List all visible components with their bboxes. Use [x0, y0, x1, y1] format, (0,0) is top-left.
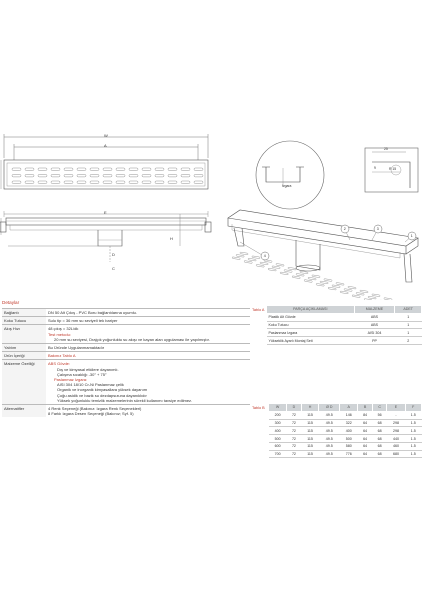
table-b-cell: 700: [269, 450, 287, 458]
table-b-cell: 56: [372, 411, 387, 419]
table-b-cell: 72: [287, 435, 302, 443]
iso-grate-slot: [276, 263, 284, 266]
callout-label-4: 4: [263, 253, 266, 258]
grate-slot: [25, 181, 34, 183]
side-view-outlet: [98, 230, 122, 246]
callout-label-1: 1: [410, 233, 413, 238]
iso-grate-slot: [268, 268, 276, 271]
iso-grate-slot: [332, 285, 340, 288]
table-b: [268, 403, 422, 458]
grate-slot: [181, 168, 190, 170]
side-view-channel: [6, 218, 206, 225]
grate-slot: [116, 175, 125, 177]
table-a-row: [267, 321, 422, 329]
grate-slot: [168, 168, 177, 170]
table-a-cell: AISI 304: [354, 329, 395, 337]
table-b-row: [269, 435, 422, 443]
table-b-cell: 1.5: [405, 442, 421, 450]
table-b-cell: 1.5: [405, 411, 421, 419]
grate-slot: [12, 175, 21, 177]
iso-grate-slot: [300, 271, 308, 274]
table-b-cell: 72: [287, 419, 302, 427]
specifications-title: Detaylar: [2, 300, 20, 305]
grate-slot: [38, 181, 47, 183]
table-a-cell: 1: [395, 313, 422, 321]
table-b-cell: 72: [287, 442, 302, 450]
iso-grate-slot: [340, 291, 348, 294]
grate-slot: [64, 181, 73, 183]
iso-grate-slot: [292, 276, 300, 279]
iso-grate-slot: [336, 282, 344, 285]
table-a-row: [267, 329, 422, 337]
iso-grate-slot: [252, 256, 260, 259]
iso-grate-slot: [344, 289, 352, 292]
table-b-cell: 72: [287, 450, 302, 458]
dimension-label-h: H: [170, 236, 173, 241]
table-a-cell: ABS: [354, 313, 395, 321]
table-b-cell: 776: [340, 450, 358, 458]
grate-slot: [38, 175, 47, 177]
grate-slot: [90, 168, 99, 170]
grate-slot: [155, 175, 164, 177]
iso-grate-slot: [296, 273, 304, 276]
table-a-header: PARÇA AÇIKLAMASI: [267, 306, 355, 314]
table-b-header: A: [340, 404, 358, 412]
table-b-cell: 1.5: [405, 435, 421, 443]
table-b-cell: 200: [269, 411, 287, 419]
spec-value: [46, 405, 250, 418]
iso-grate-slot: [280, 272, 288, 275]
spec-value: [46, 344, 250, 352]
table-b-cell: 115: [301, 419, 319, 427]
spec-value-line: Çalışma sıcaklığı -30° + 75°: [57, 371, 107, 377]
grate-slot: [142, 168, 151, 170]
dimension-label-a: A: [104, 143, 107, 148]
table-b-cell: 400: [340, 427, 358, 435]
grate-slot: [51, 168, 60, 170]
table-b-cell: 64: [358, 419, 373, 427]
iso-grate-slot: [288, 267, 296, 270]
table-b-cell: 64: [358, 427, 373, 435]
spec-row: [2, 405, 250, 418]
table-b-cell: 68: [372, 435, 387, 443]
table-a: [266, 305, 422, 345]
table-b-cell: 115: [301, 450, 319, 458]
spec-key: Akış Hızı: [2, 325, 46, 344]
table-b-cell: 49.5: [319, 427, 340, 435]
table-b-cell: 146: [340, 411, 358, 419]
spec-value: [46, 325, 250, 344]
grate-slot: [142, 181, 151, 183]
table-b-cell: 115: [301, 427, 319, 435]
table-a-cell: Koku Tutucu: [267, 321, 355, 329]
table-b-row: [269, 419, 422, 427]
table-b-cell: 84: [358, 411, 373, 419]
detail-view: [256, 141, 324, 209]
table-a-cell: Yükseklik Ayarlı Montaj Seti: [267, 337, 355, 345]
grate-slot: [51, 181, 60, 183]
table-b-cell: 440: [387, 435, 405, 443]
table-b-cell: 64: [358, 435, 373, 443]
grate-slot: [155, 181, 164, 183]
grate-slot: [181, 175, 190, 177]
table-b-cell: 580: [340, 442, 358, 450]
grate-slot: [116, 181, 125, 183]
table-b-cell: 49.5: [319, 442, 340, 450]
grate-slot: [168, 175, 177, 177]
detail-dim-top: 25: [384, 147, 388, 151]
table-b-header: B: [358, 404, 373, 412]
grate-slot: [64, 168, 73, 170]
grate-slot: [103, 168, 112, 170]
spec-value: [46, 309, 250, 317]
table-a-label: Tablo A: [252, 308, 265, 312]
grate-slot: [90, 181, 99, 183]
table-a-header: MALZEME: [354, 306, 395, 314]
table-b-cell: 72: [287, 427, 302, 435]
side-view: [0, 211, 211, 262]
table-b-cell: 322: [340, 419, 358, 427]
spec-value-line: Bakınız Tablo A: [48, 353, 76, 359]
table-b-cell: 49.5: [319, 435, 340, 443]
dimension-label-c: C: [112, 266, 115, 271]
dimension-label-e: E: [104, 210, 107, 215]
grate-slot: [194, 168, 203, 170]
table-a-cell: Paslanmaz Izgara: [267, 329, 355, 337]
grate-slot: [168, 181, 177, 183]
spec-value-line: Dış ve kimyasal etkilere dayanımlı.: [57, 366, 119, 372]
spec-value-line: Paslanmaz Izgara:: [54, 377, 88, 383]
table-b-cell: 115: [301, 435, 319, 443]
spec-value-line: AISI 304 18/10 Cr-Ni Paslanmaz çelik: [57, 382, 124, 388]
table-a-row: [267, 313, 422, 321]
iso-grate-slot: [308, 277, 316, 280]
iso-grate-slot: [352, 295, 360, 298]
iso-grate-slot: [316, 283, 324, 286]
iso-grate-slot: [244, 261, 252, 264]
table-b-cell: 64: [358, 442, 373, 450]
spec-value: [46, 317, 250, 325]
spec-value-line: 4 Renk Seçeneği (Bakınız: Izgara Renk Seçenekleri): [48, 406, 142, 412]
spec-key: Ürün İçeriği: [2, 352, 46, 360]
grate-slot: [142, 175, 151, 177]
table-b-cell: 1.5: [405, 450, 421, 458]
spec-value: [46, 360, 250, 405]
table-b-header: D: [287, 404, 302, 412]
iso-grate-slot: [260, 262, 268, 265]
spec-value-line: Test metodu:: [48, 331, 71, 337]
table-b-header: E: [387, 404, 405, 412]
table-b-header: F: [405, 404, 421, 412]
iso-grate-slot: [240, 252, 248, 255]
spec-row: [2, 325, 250, 344]
table-b-cell: 72: [287, 411, 302, 419]
table-b-cell: 600: [269, 442, 287, 450]
top-view-grate-slots: [12, 168, 203, 183]
detail-label: Izgara: [282, 184, 292, 188]
iso-grate-slot: [328, 287, 336, 290]
spec-row: [2, 309, 250, 317]
table-b-cell: 460: [387, 442, 405, 450]
iso-grate-top: [228, 210, 418, 246]
grate-slot: [90, 175, 99, 177]
grate-slot: [129, 181, 138, 183]
isometric-view: [228, 210, 418, 282]
table-b-header: W: [269, 404, 287, 412]
spec-value-line: 48 çıkış = 32L/dk: [48, 326, 79, 332]
spec-value-line: Bu Üründe Uygulanmamaktadır: [48, 345, 105, 351]
table-b-cell: 68: [372, 450, 387, 458]
table-b-row: [269, 442, 422, 450]
grate-slot: [129, 168, 138, 170]
table-a-cell: 1: [395, 321, 422, 329]
table-a-cell: ABS: [354, 321, 395, 329]
table-b-header: H: [301, 404, 319, 412]
grate-slot: [77, 168, 86, 170]
grate-slot: [51, 175, 60, 177]
iso-grate-slot: [256, 264, 264, 267]
callout-label-2: 2: [343, 226, 346, 231]
grate-slot: [12, 181, 21, 183]
spec-key: Bağlantı: [2, 309, 46, 317]
spec-value: [46, 352, 250, 360]
iso-grate-slot: [368, 296, 376, 299]
spec-key: Yalıtım: [2, 344, 46, 352]
iso-grate-slot: [248, 258, 256, 261]
spec-row: [2, 344, 250, 352]
table-a-cell: 1: [395, 329, 422, 337]
iso-grate-slot: [324, 279, 332, 282]
table-b-row: [269, 427, 422, 435]
callouts: [261, 225, 416, 260]
grate-slot: [77, 175, 86, 177]
spec-value-line: Çoğu asidik ve bazik su dezdapsızuna dayanıklıdır: [57, 392, 147, 398]
table-b-cell: 1.5: [405, 427, 421, 435]
spec-value-line: Organik ve inorganik kimyasallara yüksek dayanım: [57, 387, 148, 393]
spec-row: [2, 317, 250, 325]
spec-value-line: Sulu tip = 36 mm su seviyeli tek bariyer: [48, 318, 118, 324]
table-b-row: [269, 450, 422, 458]
iso-grate-slot: [360, 290, 368, 293]
table-b-header: C: [372, 404, 387, 412]
table-b-cell: 298: [387, 419, 405, 427]
table-b-cell: 49.5: [319, 411, 340, 419]
table-b-cell: 400: [269, 427, 287, 435]
grate-slot: [116, 168, 125, 170]
grate-slot: [181, 181, 190, 183]
table-b-header: Ø D: [319, 404, 340, 412]
table-b-cell: 68: [372, 419, 387, 427]
grate-slot: [103, 181, 112, 183]
grate-slot: [77, 181, 86, 183]
iso-grate-slot: [364, 299, 372, 300]
spec-value-line: DN 50 Alt Çıkış - PVC Boru bağlantılarına uyumlu.: [48, 310, 137, 315]
spec-value-line: 20 mm su seviyesi, Drajçık yoğunluktu su akışı ve kayan alan uygulaması ile yapılmıştır.: [54, 336, 210, 342]
table-b-cell: 1.5: [405, 419, 421, 427]
iso-bracket-right: [404, 254, 412, 282]
spec-key: Malzeme Özelliği: [2, 360, 46, 405]
spec-row: [2, 360, 250, 405]
iso-grate-slot: [320, 281, 328, 284]
grate-slot: [12, 168, 21, 170]
specifications-table: [2, 308, 250, 417]
specifications-panel: [2, 300, 250, 417]
detail-dim-small: 9: [374, 166, 376, 170]
iso-grate-slot: [312, 275, 320, 278]
spec-key: Alternatifler: [2, 405, 46, 418]
iso-grate-slot: [284, 270, 292, 273]
dimension-label-w: W: [104, 133, 108, 138]
iso-grate-slot: [232, 257, 240, 260]
table-b-cell: 68: [372, 442, 387, 450]
table-b-cell: 64: [358, 450, 373, 458]
iso-grate-slot: [356, 292, 364, 295]
grate-slot: [64, 175, 73, 177]
table-b-cell: 68: [372, 427, 387, 435]
table-a-cell: Plastik Alt Gövde: [267, 313, 355, 321]
grate-slot: [38, 168, 47, 170]
iso-grate-slots: [232, 252, 404, 300]
spec-value-line: 8 Farklı Izgara Desen Seçeneği (Bakınız; Syf. 5): [48, 411, 134, 417]
spec-row: [2, 352, 250, 360]
table-a-cell: 2: [395, 337, 422, 345]
grate-slot: [194, 181, 203, 183]
table-b-cell: 49.5: [319, 419, 340, 427]
grate-slot: [129, 175, 138, 177]
spec-value-line: ABS Gövde:: [48, 361, 71, 367]
iso-grate-slot: [348, 286, 356, 289]
table-b-cell: 298: [387, 427, 405, 435]
table-b-cell: 680: [387, 450, 405, 458]
iso-grate-slot: [372, 294, 380, 297]
table-b-cell: 500: [269, 435, 287, 443]
table-b-cell: 500: [340, 435, 358, 443]
grate-slot: [103, 175, 112, 177]
table-b-cell: 300: [269, 419, 287, 427]
grate-slot: [194, 175, 203, 177]
iso-grate-slot: [384, 298, 392, 300]
spec-key: Koku Tutucu: [2, 317, 46, 325]
iso-grate-slot: [236, 254, 244, 257]
dimension-label-d: D: [112, 252, 115, 257]
table-a-header: ADET: [395, 306, 422, 314]
iso-grate-slot: [272, 266, 280, 269]
grate-slot: [25, 175, 34, 177]
table-b-row: [269, 411, 422, 419]
table-b-cell: 49.5: [319, 450, 340, 458]
detail-dim-r: R 15: [389, 167, 397, 171]
grate-slot: [155, 168, 164, 170]
iso-grate-slot: [304, 280, 312, 283]
grate-slot: [25, 168, 34, 170]
spec-value-line: Yüksek yoğunluklu temizlik malzemelerinin sürekli kullanımı tavsiye edilmez.: [57, 397, 193, 403]
table-b-label: Tablo B: [252, 406, 265, 410]
table-b-cell: -: [387, 411, 405, 419]
table-b-cell: 115: [301, 442, 319, 450]
table-a-cell: PP: [354, 337, 395, 345]
callout-label-3: 3: [376, 226, 379, 231]
table-a-row: [267, 337, 422, 345]
table-b-cell: 115: [301, 411, 319, 419]
